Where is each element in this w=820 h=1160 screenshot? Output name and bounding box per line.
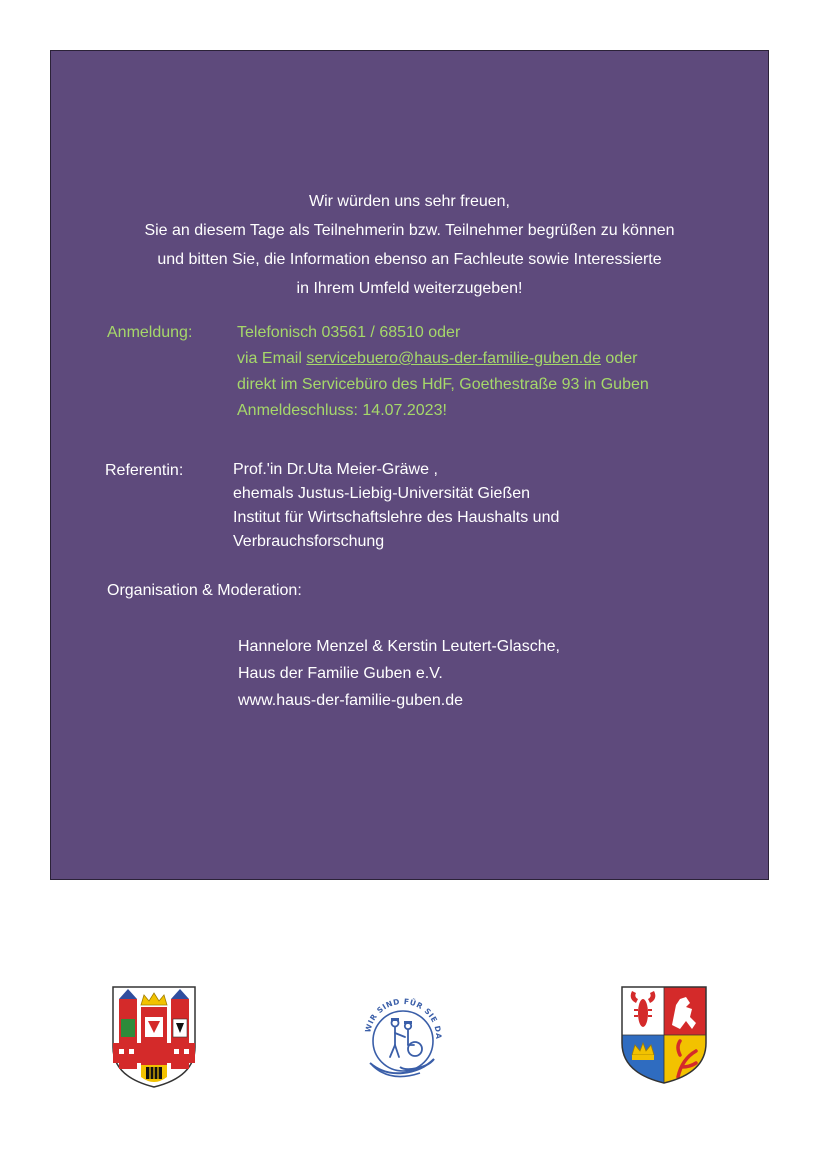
logo-row	[0, 985, 820, 1095]
spree-neisse-coat-of-arms-icon	[620, 985, 708, 1085]
referentin-line: ehemals Justus-Liebig-Universität Gießen	[233, 485, 531, 502]
info-panel	[50, 50, 769, 880]
anmeldung-email-line	[237, 346, 649, 372]
svg-text:WIR SIND FÜR SIE DA	[363, 997, 443, 1040]
anmeldung-label: Anmeldung:	[107, 324, 193, 341]
referentin-line: Prof.'in Dr.Uta Meier-Gräwe ,	[233, 461, 438, 478]
organisation-line: Haus der Familie Guben e.V.	[238, 665, 443, 682]
anmeldung-address: direkt im Servicebüro des HdF, Goethestraße 93 in Guben	[237, 376, 649, 393]
email-link[interactable]: servicebuero@haus-der-familie-guben.de	[306, 350, 601, 367]
email-suffix: oder	[600, 350, 638, 367]
wir-sind-fuer-sie-da-logo-icon	[360, 993, 446, 1085]
anmeldung-deadline: Anmeldeschluss: 14.07.2023!	[237, 402, 447, 419]
intro-line: und bitten Sie, die Information ebenso an Fachleute sowie Interessierte	[157, 251, 662, 268]
guben-coat-of-arms-icon	[111, 985, 197, 1089]
referentin-line: Institut für Wirtschaftslehre des Haushalts und	[233, 509, 560, 526]
logo-arc-text: WIR SIND FÜR SIE DA	[363, 996, 444, 1040]
referentin-label: Referentin:	[105, 462, 184, 479]
intro-text	[51, 187, 768, 303]
intro-line: in Ihrem Umfeld weiterzugeben!	[296, 280, 523, 297]
referentin-line: Verbrauchsforschung	[233, 533, 385, 550]
intro-line: Wir würden uns sehr freuen,	[309, 193, 510, 210]
organisation-line: Hannelore Menzel & Kerstin Leutert-Glasche,	[238, 638, 560, 655]
organisation-line: www.haus-der-familie-guben.de	[238, 692, 463, 709]
anmeldung-phone: Telefonisch 03561 / 68510 oder	[237, 324, 461, 341]
intro-line: Sie an diesem Tage als Teilnehmerin bzw. Teilnehmer begrüßen zu können	[144, 222, 675, 239]
organisation-label: Organisation & Moderation:	[107, 582, 302, 599]
email-prefix: via Email	[237, 350, 307, 367]
anmeldung-details	[237, 320, 649, 424]
referentin-details	[233, 458, 559, 554]
organisation-details	[238, 633, 560, 714]
